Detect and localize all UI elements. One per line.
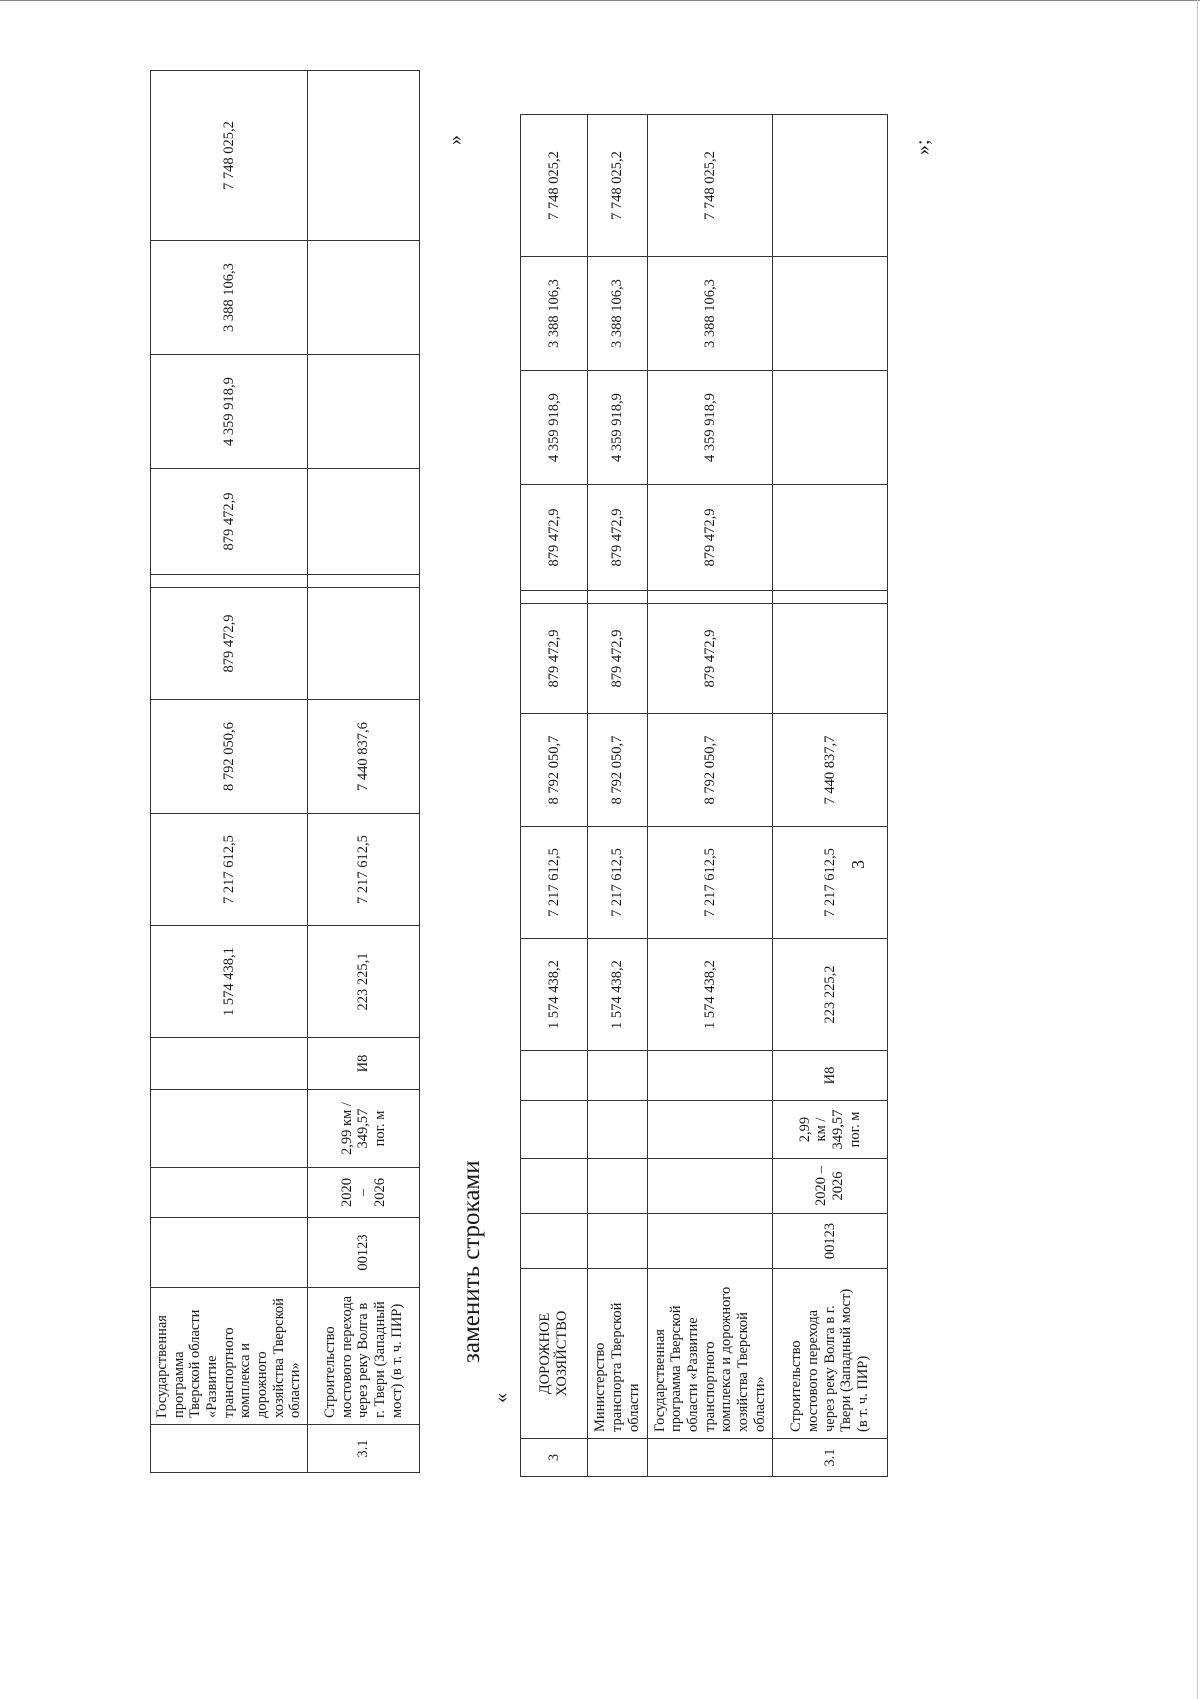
value-7: 4 359 918,9	[521, 371, 588, 485]
program-code: И8	[308, 1038, 420, 1090]
closing-mark: »;	[912, 139, 934, 155]
page-number: 3	[848, 860, 868, 869]
row-name: Государственная программа Тверской области «Развитие транспортного комплекса и дорожного хозяйства Тверской области»	[648, 1269, 773, 1439]
table-row	[151, 71, 308, 1473]
value-1: 223 225,1	[308, 926, 420, 1038]
capacity	[648, 1101, 773, 1159]
value-6: 879 472,9	[588, 485, 648, 591]
capacity: 2,99 км / 349,57 пог. м	[773, 1101, 888, 1159]
value-5	[308, 575, 420, 588]
value-5	[773, 591, 888, 604]
value-3: 7 440 837,7	[773, 714, 888, 827]
value-1: 1 574 438,2	[521, 939, 588, 1051]
value-9: 7 748 025,2	[151, 71, 308, 241]
table-row	[773, 115, 888, 1477]
value-4: 879 472,9	[521, 604, 588, 714]
value-7: 4 359 918,9	[648, 371, 773, 485]
replacement-rows-table	[520, 114, 888, 1477]
value-1: 223 225,2	[773, 939, 888, 1051]
row-name: Государственная программа Тверской области «Развитие транспортного комплекса и дорожного хозяйства Тверской области»	[151, 1288, 308, 1425]
value-8: 3 388 106,3	[648, 257, 773, 371]
value-9	[308, 71, 420, 241]
value-6	[773, 485, 888, 591]
closing-quote: »	[444, 135, 466, 145]
value-5	[588, 591, 648, 604]
object-code	[151, 1218, 308, 1288]
value-6: 879 472,9	[151, 469, 308, 575]
capacity	[588, 1101, 648, 1159]
value-1: 1 574 438,2	[648, 939, 773, 1051]
program-code	[648, 1051, 773, 1101]
period	[521, 1159, 588, 1214]
object-code: 00123	[773, 1214, 888, 1269]
value-5	[521, 591, 588, 604]
value-9: 7 748 025,2	[648, 115, 773, 257]
period	[151, 1168, 308, 1218]
table-row	[521, 115, 588, 1477]
capacity: 2,99 км / 349,57 пог. м	[308, 1090, 420, 1168]
value-7	[308, 355, 420, 469]
row-name: Строительство мостового перехода через реку Волга в г. Твери (Западный мост) (в т. ч. ПИР)	[308, 1288, 420, 1425]
value-4	[773, 604, 888, 714]
value-2: 7 217 612,5	[588, 827, 648, 939]
value-8	[773, 257, 888, 371]
period: 2020 – 2026	[308, 1168, 420, 1218]
program-code	[151, 1038, 308, 1090]
value-3: 8 792 050,7	[521, 714, 588, 827]
value-3: 8 792 050,6	[151, 700, 308, 814]
value-2: 7 217 612,5	[773, 827, 888, 939]
program-code: И8	[773, 1051, 888, 1101]
value-4: 879 472,9	[151, 588, 308, 700]
value-1: 1 574 438,2	[588, 939, 648, 1051]
table-row	[648, 115, 773, 1477]
value-2: 7 217 612,5	[521, 827, 588, 939]
value-6	[308, 469, 420, 575]
value-9	[773, 115, 888, 257]
value-6: 879 472,9	[521, 485, 588, 591]
capacity	[151, 1090, 308, 1168]
row-number	[151, 1425, 308, 1473]
value-7: 4 359 918,9	[151, 355, 308, 469]
object-code	[588, 1214, 648, 1269]
value-3: 7 440 837,6	[308, 700, 420, 814]
value-9: 7 748 025,2	[588, 115, 648, 257]
value-4: 879 472,9	[588, 604, 648, 714]
row-number: 3.1	[308, 1425, 420, 1473]
value-5	[648, 591, 773, 604]
original-rows-table	[150, 70, 420, 1473]
row-number	[588, 1439, 648, 1477]
value-4: 879 472,9	[648, 604, 773, 714]
table-row	[588, 115, 648, 1477]
value-2: 7 217 612,5	[648, 827, 773, 939]
value-2: 7 217 612,5	[308, 814, 420, 926]
opening-quote: «	[490, 1393, 512, 1403]
program-code	[588, 1051, 648, 1101]
object-code	[521, 1214, 588, 1269]
value-4	[308, 588, 420, 700]
table-row	[308, 71, 420, 1473]
value-6: 879 472,9	[648, 485, 773, 591]
value-3: 8 792 050,7	[648, 714, 773, 827]
object-code: 00123	[308, 1218, 420, 1288]
program-code	[521, 1051, 588, 1101]
period	[648, 1159, 773, 1214]
row-number	[648, 1439, 773, 1477]
capacity	[521, 1101, 588, 1159]
value-8: 3 388 106,3	[521, 257, 588, 371]
value-7: 4 359 918,9	[588, 371, 648, 485]
value-9: 7 748 025,2	[521, 115, 588, 257]
period: 2020 – 2026	[773, 1159, 888, 1214]
replace-instruction: заменить строками	[458, 1160, 485, 1363]
value-8	[308, 241, 420, 355]
row-name: Министерство транспорта Тверской области	[588, 1269, 648, 1439]
row-name: ДОРОЖНОЕ ХОЗЯЙСТВО	[521, 1269, 588, 1439]
value-1: 1 574 438,1	[151, 926, 308, 1038]
value-3: 8 792 050,7	[588, 714, 648, 827]
row-number: 3.1	[773, 1439, 888, 1477]
value-5	[151, 575, 308, 588]
value-2: 7 217 612,5	[151, 814, 308, 926]
value-8: 3 388 106,3	[588, 257, 648, 371]
object-code	[648, 1214, 773, 1269]
period	[588, 1159, 648, 1214]
value-7	[773, 371, 888, 485]
row-name: Строительство мостового перехода через реку Волга в г. Твери (Западный мост) (в т. ч. ПИР)	[773, 1269, 888, 1439]
row-number: 3	[521, 1439, 588, 1477]
value-8: 3 388 106,3	[151, 241, 308, 355]
